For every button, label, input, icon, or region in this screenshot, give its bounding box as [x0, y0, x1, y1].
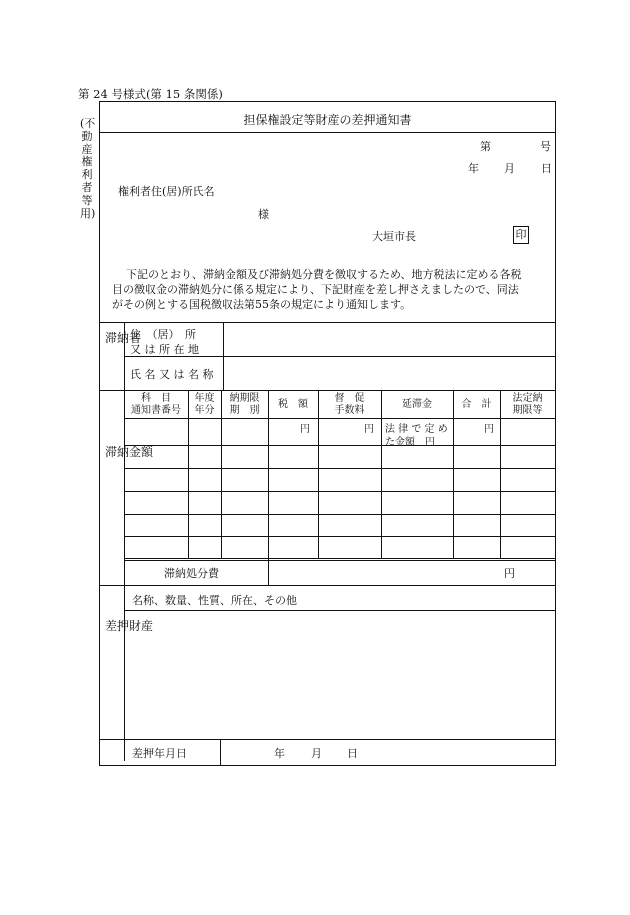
header-due-2: 期 別	[229, 405, 260, 416]
row-line	[124, 536, 555, 537]
row-line	[124, 560, 555, 561]
date-day: 日	[541, 162, 552, 175]
form-number: 第 24 号様式(第 15 条関係)	[78, 87, 223, 101]
divider	[100, 739, 555, 740]
arrears-section-label: 滞納金額	[105, 445, 154, 459]
header-year-1: 年度	[194, 393, 215, 404]
name-label: 氏 名 又 は 名 称	[130, 368, 214, 381]
divider	[124, 356, 555, 357]
row-line	[124, 491, 555, 492]
header-legal-2: 期限等	[512, 405, 543, 416]
tax-unit: 円	[300, 424, 310, 435]
header-delay: 延滞金	[402, 399, 432, 410]
header-urge-1: 督 促	[334, 393, 365, 404]
col-line	[453, 390, 454, 558]
body-line-1: 下記のとおり、滞納金額及び滞納処分費を徴収するため、地方税法に定める各税	[126, 268, 522, 281]
divider	[100, 132, 555, 133]
seizure-date-label: 差押年月日	[132, 747, 187, 760]
divider	[100, 585, 555, 586]
property-section-label: 差押財産	[105, 619, 154, 633]
col-line	[381, 390, 382, 558]
header-due-1: 納期限	[229, 393, 260, 404]
form-title: 担保権設定等財産の差押通知書	[243, 113, 412, 127]
delay-note-1: 法 律 で 定 め	[385, 424, 448, 435]
divider	[220, 739, 221, 765]
taxpayer-section-label: 滞納者	[105, 331, 142, 345]
row-line	[124, 468, 555, 469]
body-line-3: がその例とする国税徴収法第55条の規定により通知します。	[112, 298, 412, 311]
row-line	[124, 445, 555, 446]
seizure-year: 年	[274, 747, 285, 760]
address-label-1: 住 （居） 所	[130, 328, 196, 341]
recipient-label: 権利者住(居)所氏名	[118, 185, 215, 198]
divider	[100, 322, 555, 323]
row-line	[124, 514, 555, 515]
divider	[100, 390, 555, 391]
doc-no-suffix: 号	[540, 140, 551, 153]
header-tax: 税 額	[278, 399, 308, 410]
fee-unit: 円	[504, 567, 515, 580]
side-note: (不動産 権利者等用)	[80, 117, 96, 220]
header-item-1: 科 目	[141, 393, 171, 404]
seal-mark: 印	[513, 226, 529, 244]
urge-unit: 円	[364, 424, 374, 435]
honorific: 様	[258, 208, 269, 221]
date-year: 年	[468, 162, 479, 175]
total-unit: 円	[484, 424, 494, 435]
row-line	[124, 418, 555, 419]
notice-form	[99, 101, 556, 766]
address-label-2: 又 は 所 在 地	[130, 343, 199, 356]
divider	[124, 610, 555, 611]
delay-note-2: た金額 円	[385, 437, 435, 448]
header-legal-1: 法定納	[512, 393, 543, 404]
issuer: 大垣市長	[372, 230, 416, 243]
date-month: 月	[504, 162, 515, 175]
header-item-2: 通知書番号	[131, 405, 181, 416]
section-column-line	[124, 322, 125, 761]
seizure-month: 月	[311, 747, 322, 760]
header-urge-2: 手数料	[334, 405, 365, 416]
property-header: 名称、数量、性質、所在、その他	[132, 594, 297, 607]
doc-no-label: 第	[480, 140, 491, 153]
body-line-2: 目の徴収金の滞納処分に係る規定により、下記財産を差し押さえましたので、同法	[112, 283, 519, 296]
col-line	[268, 390, 269, 585]
row-line	[124, 558, 555, 559]
seizure-day: 日	[347, 747, 358, 760]
fee-label: 滞納処分費	[164, 567, 219, 580]
header-year-2: 年分	[194, 405, 215, 416]
header-total: 合 計	[461, 399, 492, 410]
